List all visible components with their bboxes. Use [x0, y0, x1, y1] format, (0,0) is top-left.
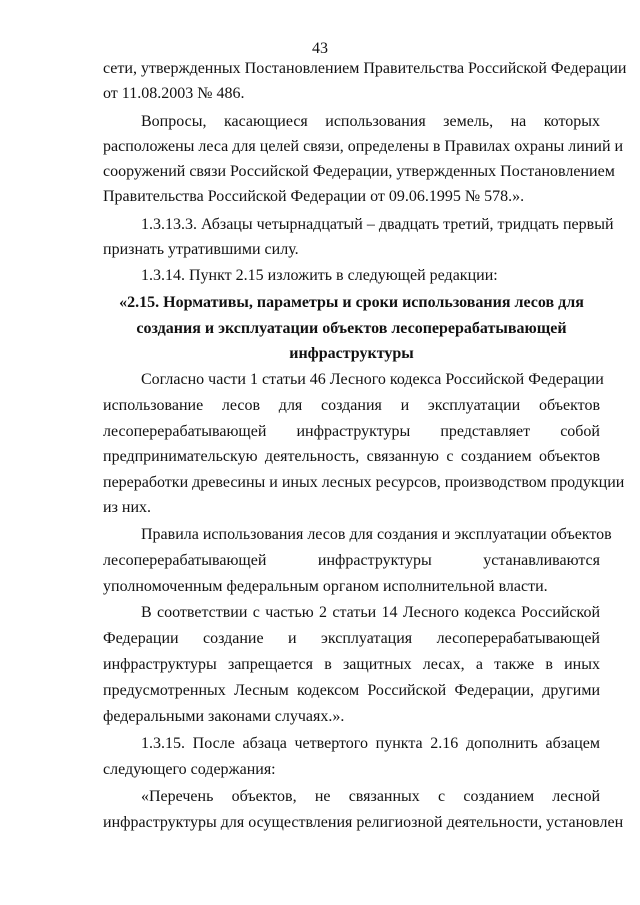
paragraph-first-line: «Перечень объектов, не связанных с созданием лесной	[141, 788, 600, 805]
paragraph-first-line: Согласно части 1 статьи 46 Лесного кодекса Российской Федерации	[141, 371, 604, 388]
text-line: расположены леса для целей связи, определены в Правилах охраны линий и	[103, 138, 624, 155]
paragraph-first-line: 1.3.14. Пункт 2.15 изложить в следующей редакции:	[141, 267, 498, 284]
text-line: из них.	[103, 499, 152, 516]
text-line: лесоперерабатывающей инфраструктуры представляет собой	[103, 423, 600, 440]
text-line: инфраструктуры запрещается в защитных лесах, а также в иных	[103, 656, 600, 673]
paragraph-first-line: Вопросы, касающиеся использования земель, на которых	[141, 113, 600, 130]
text-line: сооружений связи Российской Федерации, утвержденных Постановлением	[103, 163, 615, 180]
section-heading-line: создания и эксплуатации объектов лесоперерабатывающей	[136, 320, 567, 337]
section-heading-line: «2.15. Нормативы, параметры и сроки использования лесов для	[119, 294, 584, 311]
text-line: федеральными законами случаях.».	[103, 708, 345, 725]
section-heading-line: инфраструктуры	[289, 345, 414, 362]
paragraph-first-line: Правила использования лесов для создания и эксплуатации объектов	[141, 526, 612, 543]
page-number: 43	[312, 40, 328, 57]
text-line: от 11.08.2003 № 486.	[103, 85, 245, 102]
text-line: следующего содержания:	[103, 761, 276, 778]
paragraph-first-line: В соответствии с частью 2 статьи 14 Лесного кодекса Российской	[141, 604, 600, 621]
text-line: уполномоченным федеральным органом исполнительной власти.	[103, 578, 548, 595]
text-line: предпринимательскую деятельность, связанную с созданием объектов	[103, 448, 600, 465]
text-line: Федерации создание и эксплуатация лесоперерабатывающей	[103, 630, 600, 647]
text-line: Правительства Российской Федерации от 09.06.1995 № 578.».	[103, 188, 525, 205]
text-line: предусмотренных Лесным кодексом Российской Федерации, другими	[103, 682, 600, 699]
text-line: признать утратившими силу.	[103, 241, 299, 258]
paragraph-first-line: 1.3.13.3. Абзацы четырнадцатый – двадцать третий, тридцать первый	[141, 216, 614, 233]
text-line: лесоперерабатывающей инфраструктуры устанавливаются	[103, 552, 600, 569]
paragraph-first-line: 1.3.15. После абзаца четвертого пункта 2.16 дополнить абзацем	[141, 735, 600, 752]
text-line: сети, утвержденных Постановлением Правительства Российской Федерации	[103, 60, 627, 77]
text-line: инфраструктуры для осуществления религиозной деятельности, установлен	[103, 814, 624, 831]
text-line: переработки древесины и иных лесных ресурсов, производством продукции	[103, 474, 625, 491]
text-line: использование лесов для создания и эксплуатации объектов	[103, 397, 600, 414]
